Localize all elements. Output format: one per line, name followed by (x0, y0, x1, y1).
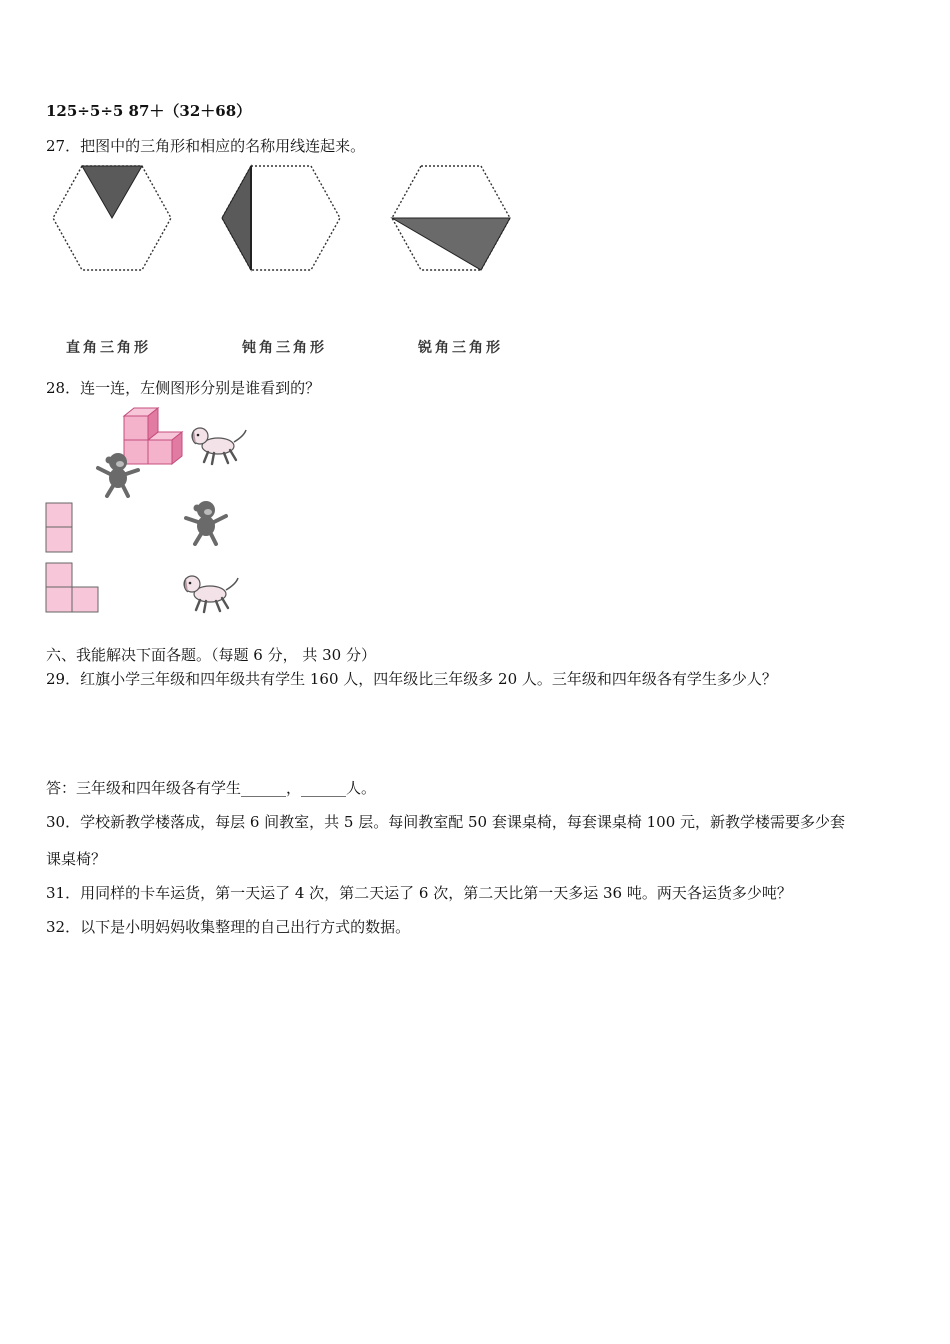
hexagon-acute-triangle-figure (389, 162, 513, 274)
question-32: 32．以下是小明妈妈收集整理的自己出行方式的数据。 (46, 918, 411, 936)
question-30-line1: 30．学校新教学楼落成，每层 6 间教室，共 5 层。每间教室配 50 套课桌椅，每套课桌椅 100 元，新教学楼需要多少套 (46, 813, 846, 831)
label-right-triangle: 直角三角形 (66, 340, 151, 356)
hexagon-right-triangle-figure (50, 162, 174, 274)
question-28: 28．连一连，左侧图形分别是谁看到的？ (46, 379, 321, 397)
hexagon-obtuse-triangle-figure (219, 162, 343, 274)
question-27: 27．把图中的三角形和相应的名称用线连起来。 (46, 137, 366, 155)
acute-triangle-shape (392, 218, 510, 270)
question-31: 31．用同样的卡车运货，第一天运了 4 次，第二天运了 6 次，第二天比第一天多运 36 吨。两天各运货多少吨？ (46, 884, 792, 902)
answer-29: 答：三年级和四年级各有学生______，______人。 (46, 779, 377, 797)
calculation-line: 125÷5÷5 87＋（32＋68） (46, 102, 252, 120)
monkey-icon-option (180, 498, 230, 546)
view-two-squares-vertical (45, 502, 75, 554)
question-29: 29．红旗小学三年级和四年级共有学生 160 人，四年级比三年级多 20 人。三年级和四年级各有学生多少人？ (46, 670, 777, 688)
question-30-line2: 课桌椅？ (46, 850, 107, 868)
section-6-heading: 六、我能解决下面各题。（每题 6 分， 共 30 分） (46, 646, 376, 664)
label-acute-triangle: 锐角三角形 (418, 340, 503, 356)
monkey-icon (92, 450, 142, 498)
obtuse-triangle-shape (222, 166, 251, 270)
dog-icon-option (180, 570, 242, 614)
label-obtuse-triangle: 钝角三角形 (242, 340, 327, 356)
right-triangle-shape (82, 166, 142, 218)
view-l-shape (45, 562, 101, 614)
dog-icon (188, 422, 250, 466)
